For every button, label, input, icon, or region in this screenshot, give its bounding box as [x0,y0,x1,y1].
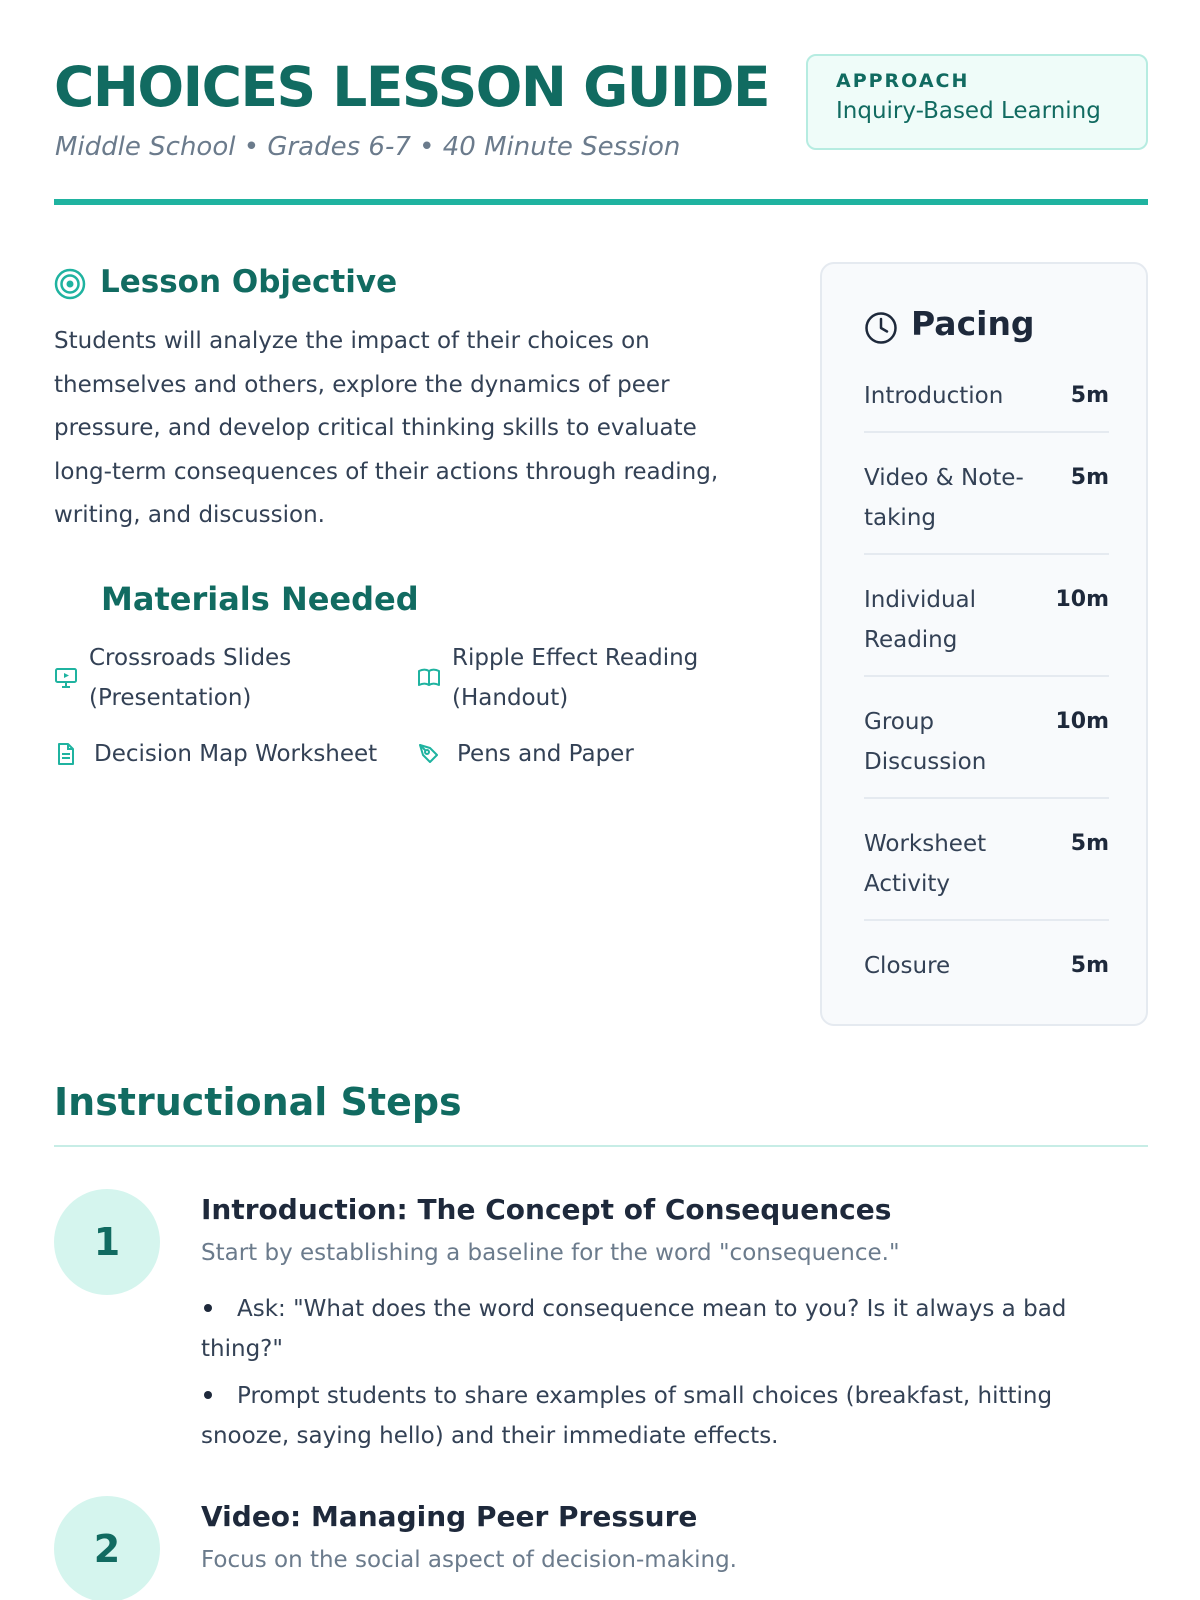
bullet-dot [204,1391,212,1399]
pacing-row [864,580,1109,660]
objective-text: Students will analyze the impact of their choices on themselves and others, explore the dynamics of peer pressure, and develop critical thinking skills to evaluate long-term consequences of their actions through reading, writing, and discussion. [54,328,719,528]
pacing-row-duration: 5m [1070,465,1109,490]
pacing-title: Pacing [911,304,1035,343]
step-title: Video: Managing Peer Pressure [201,1500,698,1533]
clock-icon [864,311,898,345]
pacing-row-duration: 10m [1055,709,1109,734]
material-label: Decision Map Worksheet [94,741,378,767]
step-bullet [201,1289,1116,1369]
step-number-badge: 1 [54,1189,160,1295]
document-icon [54,742,78,766]
target-icon [54,268,86,300]
pacing-row [864,946,1109,986]
step-description: Focus on the social aspect of decision-making. [201,1547,737,1573]
bullet-dot [204,1304,212,1312]
steps-divider [54,1145,1148,1147]
pacing-row-duration: 5m [1070,953,1109,978]
objective-heading: Lesson Objective [100,264,398,300]
page-subtitle: Middle School • Grades 6-7 • 40 Minute Session [55,132,681,162]
approach-value: Inquiry-Based Learning [836,98,1101,124]
pacing-row-duration: 10m [1055,587,1109,612]
presentation-icon [54,666,78,690]
step-description: Start by establishing a baseline for the word "consequence." [201,1240,900,1266]
materials-heading: Materials Needed [101,580,419,618]
pacing-row [864,458,1109,538]
pacing-row [864,376,1109,416]
pen-icon [417,742,441,766]
pacing-row-label: Closure [864,953,951,979]
pacing-row-label: Video & Note-taking [864,465,1024,531]
pacing-row [864,824,1109,904]
material-label: Crossroads Slides (Presentation) [89,645,292,711]
material-item-pens [417,734,757,774]
pacing-card [820,262,1148,1026]
material-item-reading [417,638,757,718]
step-bullet [201,1376,1116,1456]
material-item-slides [54,638,394,718]
pacing-divider [864,553,1109,555]
step-number-badge: 2 [54,1496,160,1600]
step-bullet-text: Prompt students to share examples of small choices (breakfast, hitting snooze, saying hello) and their immediate effects. [201,1383,1053,1449]
material-label: Ripple Effect Reading (Handout) [452,645,699,711]
pacing-row-duration: 5m [1070,383,1109,408]
pacing-row-duration: 5m [1070,831,1109,856]
book-icon [417,666,441,690]
pacing-row-label: Worksheet Activity [864,831,987,897]
steps-heading: Instructional Steps [54,1080,462,1124]
approach-label: APPROACH [836,70,970,92]
pacing-row-label: Group Discussion [864,709,987,775]
header-divider [54,199,1148,205]
pacing-divider [864,431,1109,433]
approach-badge [806,54,1148,150]
pacing-divider [864,919,1109,921]
pacing-divider [864,675,1109,677]
pacing-divider [864,797,1109,799]
step-bullet-text: Ask: "What does the word consequence mean to you? Is it always a bad thing?" [201,1296,1067,1362]
material-label: Pens and Paper [457,741,634,767]
page-title: CHOICES LESSON GUIDE [54,55,770,119]
pacing-row-label: Individual Reading [864,587,977,653]
step-title: Introduction: The Concept of Consequences [201,1193,892,1226]
pacing-row-label: Introduction [864,383,1004,409]
material-item-worksheet [54,734,404,774]
pacing-row [864,702,1109,782]
